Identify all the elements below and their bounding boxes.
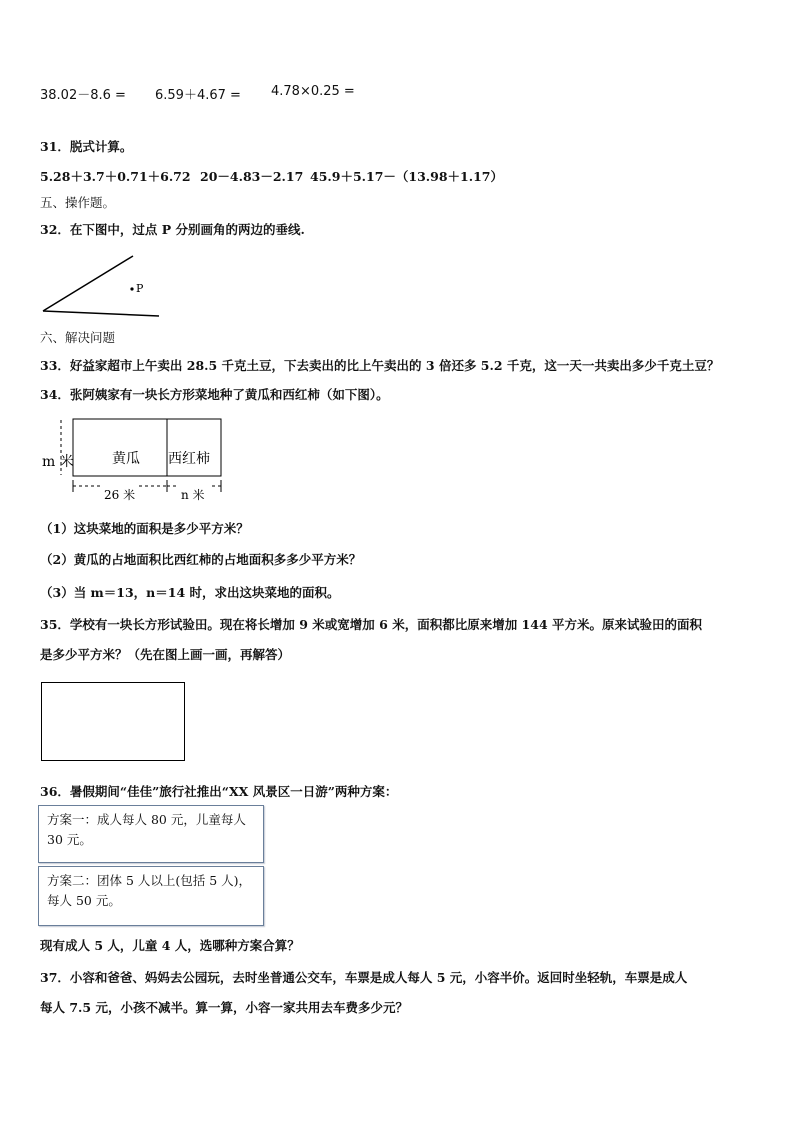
q33-text: 33．好益家超市上午卖出 28.5 千克土豆，下去卖出的比上午卖出的 3 倍还多 5.2 千克，这一天一共卖出多少千克土豆？ (40, 358, 720, 373)
q34-sub3: （3）当 m＝13，n＝14 时，求出这块菜地的面积。 (40, 585, 340, 600)
length-label-1: 26 米 (104, 488, 136, 502)
q37-line2: 每人 7.5 元，小孩不减半。算一算，小容一家共用去车费多少元？ (40, 1000, 408, 1015)
q34-text: 34．张阿姨家有一块长方形菜地种了黄瓜和西红柿（如下图）。 (40, 387, 389, 402)
garden-rect (73, 419, 221, 476)
q31-expr-1: 5.28＋3.7＋0.71＋6.72 (40, 169, 191, 184)
q32-text: 32．在下图中，过点 P 分别画角的两边的垂线. (40, 222, 305, 237)
field-rectangle (41, 682, 185, 761)
angle-ray-lower (43, 311, 159, 316)
width-label: m 米 (42, 454, 74, 470)
q34-sub2: （2）黄瓜的占地面积比西红柿的占地面积多多少平方米？ (40, 552, 362, 567)
section-6-heading: 六、解决问题 (40, 330, 116, 345)
tomato-label: 西红柿 (168, 451, 210, 467)
q36-question: 现有成人 5 人，儿童 4 人，选哪种方案合算？ (40, 938, 300, 953)
calc-1: 38.02－8.6 = (40, 88, 126, 103)
plan-two-box: 方案二：团体 5 人以上(包括 5 人)，每人 50 元。 (38, 866, 264, 926)
garden-figure (38, 412, 228, 504)
plan-one-box: 方案一：成人每人 80 元，儿童每人 30 元。 (38, 805, 264, 863)
q31-title: 31．脱式计算。 (40, 139, 133, 154)
section-5-heading: 五、操作题。 (40, 195, 116, 210)
cucumber-label: 黄瓜 (112, 451, 140, 467)
calc-3: 4.78×0.25 = (271, 84, 355, 99)
calc-2: 6.59＋4.67 = (155, 88, 241, 103)
q31-expr-3: 45.9＋5.17－（13.98＋1.17） (310, 169, 503, 184)
angle-ray-upper (43, 256, 133, 311)
point-p-label: P (136, 282, 144, 295)
q34-sub1: （1）这块菜地的面积是多少平方米？ (40, 521, 249, 536)
q36-text: 36．暑假期间“佳佳”旅行社推出“XX 风景区一日游”两种方案： (40, 784, 398, 799)
q35-line2: 是多少平方米？（先在图上画一画，再解答） (40, 647, 291, 662)
q37-line1: 37．小容和爸爸、妈妈去公园玩，去时坐普通公交车，车票是成人每人 5 元，小容半价。返回时坐轻轨，车票是成人 (40, 970, 688, 985)
length-label-2: n 米 (181, 488, 205, 502)
point-p-dot (130, 287, 133, 290)
angle-figure (40, 252, 170, 318)
q31-expr-2: 20－4.83－2.17 (200, 169, 304, 184)
q35-line1: 35．学校有一块长方形试验田。现在将长增加 9 米或宽增加 6 米，面积都比原来增加 144 平方米。原来试验田的面积 (40, 617, 702, 632)
